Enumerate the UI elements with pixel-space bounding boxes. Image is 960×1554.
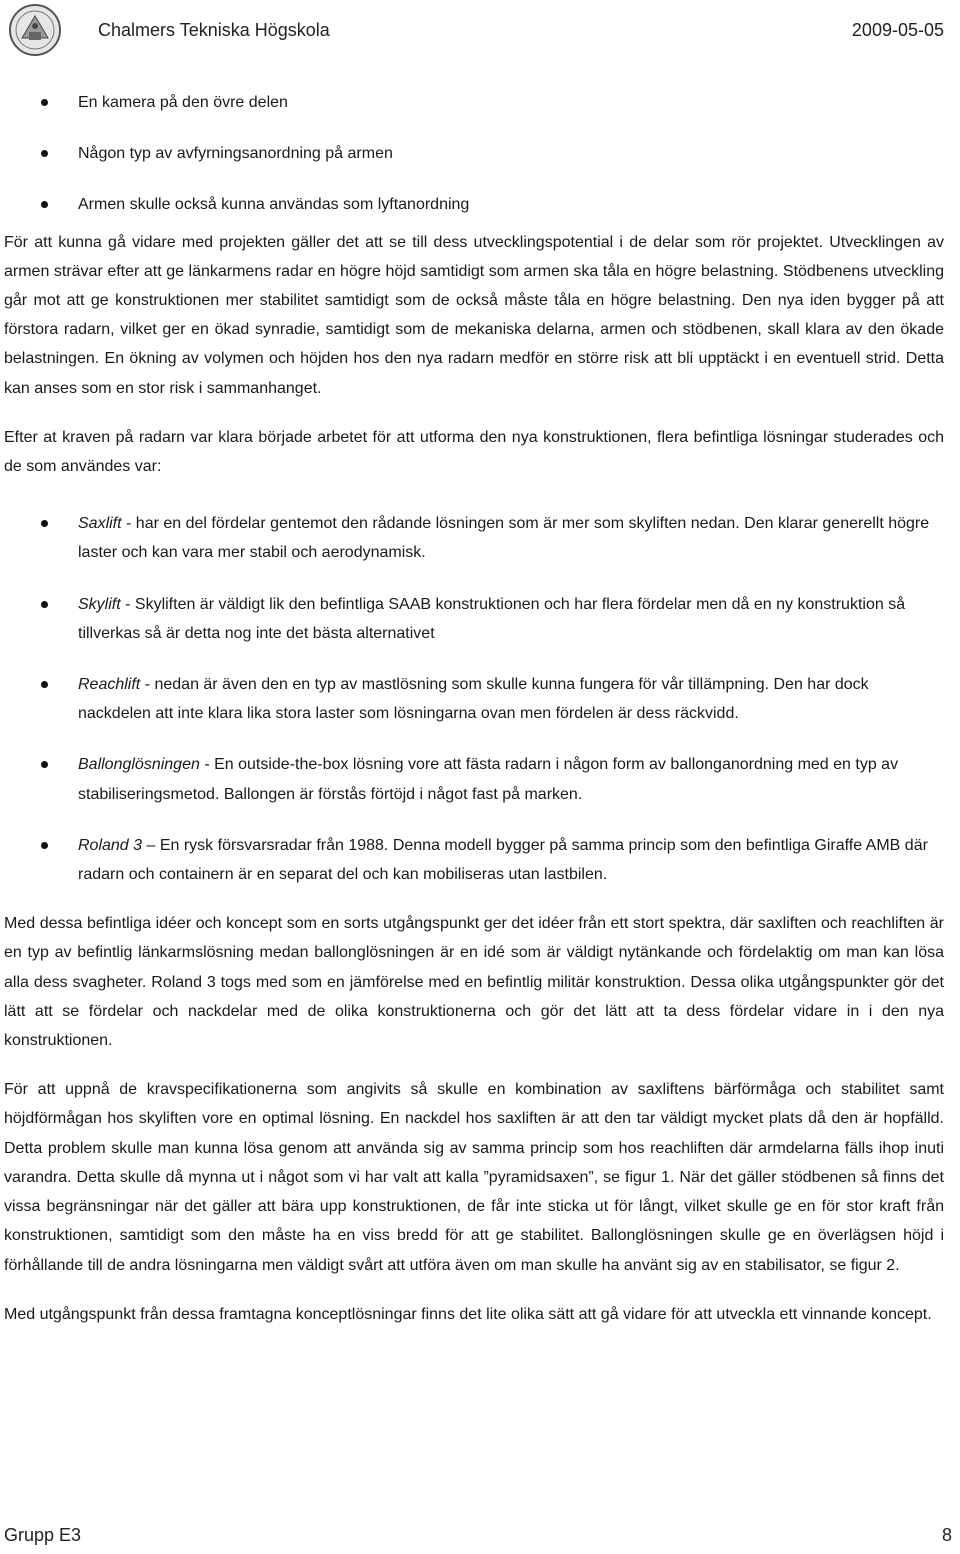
paragraph-development: För att kunna gå vidare med projekten gäller det att se till dess utvecklingspotential i de delar som rör projektet. Utvecklingen av armen strävar efter att ge länkarmens radar en högre höjd samtidigt som armen ska tåla en högre belastning. Stödbenens utveckling går mot att ge konstruktionen mer stabilitet samtidigt som de också måste tåla en högre belastning. Den nya iden bygger på att förstora radarn, vilket ger en ökad synradie, samtidigt som de mekaniska delarna, armen och stödbenen, skall klara av den ökade belastningen. En ökning av volymen och höjden hos den nya radarn medför en större risk att bli upptäckt i en eventuell strid. Detta kan anses som en stor risk i sammanhanget. xyxy=(4,233,944,397)
feature-list xyxy=(4,88,944,220)
solution-text: – En rysk försvarsradar från 1988. Denna modell bygger på samma princip som den befintliga Giraffe AMB där radarn och containern är en separat del och kan mobiliseras utan lastbilen. xyxy=(78,836,928,884)
list-item xyxy=(4,831,944,889)
solution-name: Skylift xyxy=(78,595,121,613)
solutions-list xyxy=(4,509,944,889)
header-date: 2009-05-05 xyxy=(851,20,944,40)
list-item xyxy=(4,670,944,728)
header-title: Chalmers Tekniska Högskola xyxy=(98,20,330,40)
page-header xyxy=(0,0,960,66)
paragraph-concepts: Med dessa befintliga idéer och koncept som en sorts utgångspunkt ger det idéer från ett stort spektra, där saxliften och reachliften är en typ av befintlig länkarmslösning medan ballonglösningen är en idé som är väldigt nytänkande och fördelaktig om man kan lösa alla dess svagheter. Roland 3 togs med som en jämförelse med en befintlig militär konstruktion. Dessa olika utgångspunkter gör det lätt att se fördelar och nackdelar med de olika konstruktionerna och gör det lätt att ta dess fördelar vidare in i den nya konstruktionen. xyxy=(4,915,944,1050)
solution-text: - Skyliften är väldigt lik den befintliga SAAB konstruktionen och har flera fördelar men då en ny konstruktion så tillverkas så är detta nog inte det bästa alternativet xyxy=(78,595,906,642)
list-item xyxy=(4,509,944,567)
paragraph-solutions-intro: Efter at kraven på radarn var klara började arbetet för att utforma den nya konstruktionen, flera befintliga lösningar studerades och de som användes var: xyxy=(4,428,944,476)
list-item: Någon typ av avfyrningsanordning på armen xyxy=(4,139,944,168)
solution-name: Reachlift xyxy=(78,676,141,694)
solution-text: - En outside-the-box lösning vore att fästa radarn i någon form av ballonganordning med en typ av stabiliseringsmetod. Ballongen är förstås förtöjd i något fast på marken. xyxy=(78,756,899,803)
footer-group: Grupp E3 xyxy=(4,1525,82,1545)
page-number: 8 xyxy=(941,1525,952,1545)
paragraph-requirements: För att uppnå de kravspecifikationerna som angivits så skulle en kombination av saxliftens bärförmåga och stabilitet samt höjdförmågan hos skyliften vore en optimal lösning. En nackdel hos saxliften är att den tar väldigt mycket plats då den är hopfälld. Detta problem skulle man kunna lösa genom att använda sig av samma princip som hos reachliften där armdelarna fälls ihop inuti varandra. Detta skulle då mynna ut i något som vi har valt att kalla ”pyramidsaxen”, se figur 1. När det gäller stödbenen så finns det vissa begränsningar när det gäller att bära upp konstruktionen, de får inte sticka ut för långt, vilket skulle ge en för stor kraft från konstruktionen, samtidigt som den måste ha en viss bredd för att ge stabilitet. Ballonglösningen skulle ge en överlägsen höjd i förhållande till de andra lösningarna men väldigt svårt att utföra även om man skulle ha använt sig av en stabilisator, se figur 2. xyxy=(4,1081,944,1274)
university-seal-logo xyxy=(8,2,62,60)
list-item: En kamera på den övre delen xyxy=(4,88,944,117)
solution-text: - nedan är även den en typ av mastlösning som skulle kunna fungera för vår tillämpning. Den har dock nackdelen att inte klara lika stora laster som lösningarna ovan men fördelen är dess räckvidd. xyxy=(78,676,869,723)
document-body xyxy=(4,88,944,1329)
solution-name: Roland 3 xyxy=(78,836,143,854)
solution-name: Ballonglösningen xyxy=(78,756,200,774)
list-item: Armen skulle också kunna användas som lyftanordning xyxy=(4,190,944,219)
solution-name: Saxlift xyxy=(78,515,122,533)
solution-text: - har en del fördelar gentemot den rådande lösningen som är mer som skyliften nedan. Den klarar generellt högre laster och kan vara mer stabil och aerodynamisk. xyxy=(78,515,930,562)
list-item xyxy=(4,750,944,808)
list-item xyxy=(4,590,944,648)
paragraph-conclusion: Med utgångspunkt från dessa framtagna konceptlösningar finns det lite olika sätt att gå vidare för att utveckla ett vinnande koncept. xyxy=(4,1305,932,1323)
